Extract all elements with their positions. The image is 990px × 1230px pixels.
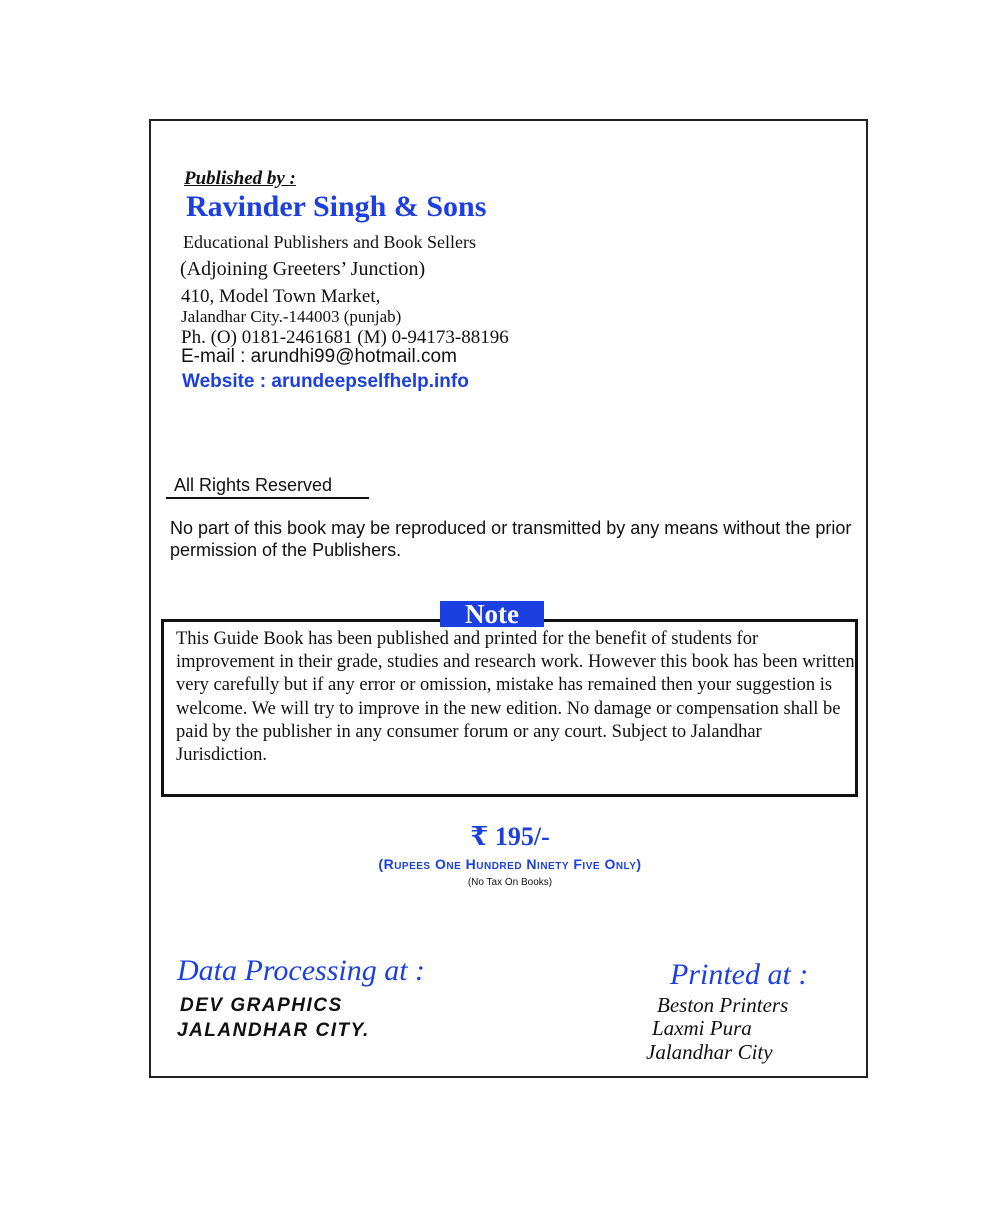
address-line-1: 410, Model Town Market,	[181, 286, 381, 307]
data-processing-heading: Data Processing at :	[177, 954, 426, 987]
website-link[interactable]: Website : arundeepselfhelp.info	[182, 371, 469, 392]
printed-at-heading: Printed at :	[670, 958, 809, 991]
email-address: E-mail : arundhi99@hotmail.com	[181, 346, 457, 367]
phone-numbers: Ph. (O) 0181-2461681 (M) 0-94173-88196	[181, 327, 509, 348]
printer-locality: Laxmi Pura	[652, 1016, 752, 1040]
printer-city: Jalandhar City	[646, 1040, 773, 1064]
data-processing-city: JALANDHAR CITY.	[177, 1020, 370, 1041]
price-in-words: (Rupees One Hundred Ninety Five Only)	[378, 856, 642, 872]
publisher-tagline: Educational Publishers and Book Sellers	[183, 232, 476, 252]
rights-underline	[166, 497, 369, 499]
data-processing-company: DEV GRAPHICS	[180, 995, 343, 1016]
note-label: Note	[440, 601, 544, 627]
printer-name: Beston Printers	[657, 993, 789, 1017]
copyright-text: No part of this book may be reproduced or transmitted by any means without the prior permission of the Publishers.	[170, 518, 852, 560]
published-by-label: Published by :	[184, 168, 296, 189]
publisher-name: Ravinder Singh & Sons	[186, 190, 487, 223]
tax-note: (No Tax On Books)	[467, 877, 553, 888]
price: ₹ 195/-	[470, 822, 550, 851]
rights-heading: All Rights Reserved	[174, 475, 333, 495]
address-line-2: Jalandhar City.-144003 (punjab)	[181, 307, 402, 326]
publisher-location-note: (Adjoining Greeters’ Junction)	[180, 258, 426, 280]
note-text: This Guide Book has been published and printed for the benefit of students for improvement in their grade, studies and research work. However this book has been written very carefully but if any error or omission, mistake has remained then your suggestion is welcome. We will try to improve in the new edition. No damage or compensation shall be paid by the publisher in any consumer forum or any court. Subject to Jalandhar Jurisdiction.	[176, 629, 855, 766]
